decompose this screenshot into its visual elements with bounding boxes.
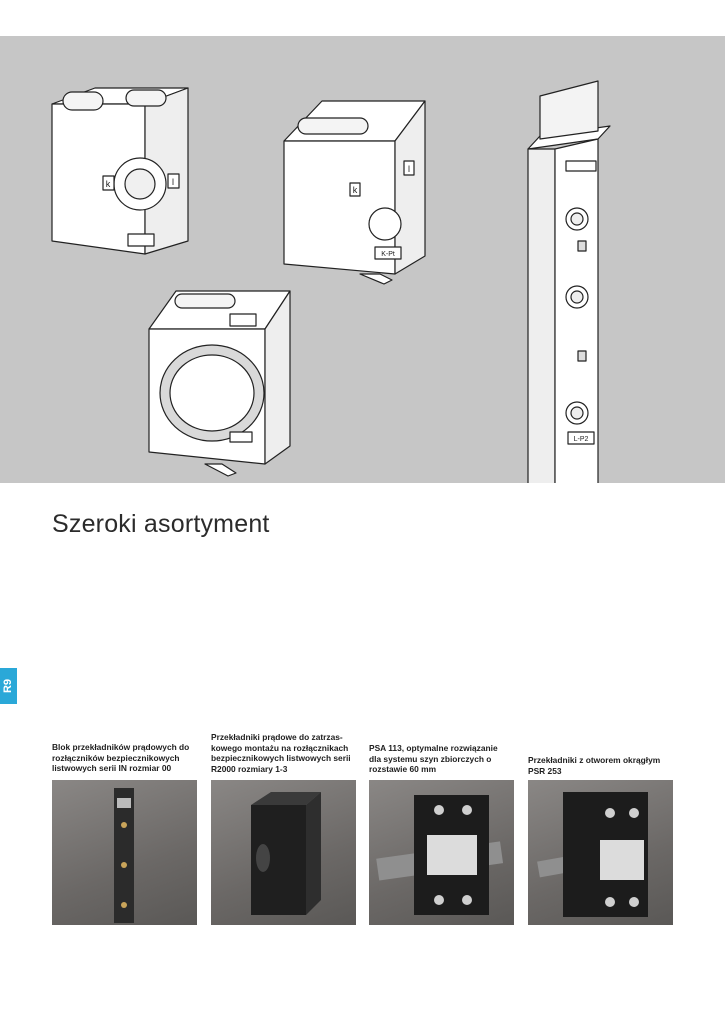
product-photo-2: [211, 780, 356, 925]
terminal-label-l: l: [172, 177, 174, 187]
type-label-lp: L-P2: [573, 436, 589, 443]
transformer-drawings: [0, 36, 725, 483]
terminal-label-k: k: [105, 179, 111, 189]
product-caption-2: Przekładniki prądowe do zatrzas- kowego montażu na rozłącznikach bezpiecznikowych listwowych serii R2000 rozmiary 1-3: [211, 732, 351, 774]
terminal-label-k-2: k: [352, 185, 358, 195]
product-photo-3: [369, 780, 514, 925]
section-tab: [0, 668, 17, 704]
section-tab-label: R9: [2, 678, 15, 694]
product-caption-3: PSA 113, optymalne rozwiązanie dla systemu szyn zbiorczych o rozstawie 60 mm: [369, 743, 498, 774]
product-caption-1: Blok przekładników prądowych do rozłączników bezpiecznikowych listwowych serii IN rozmiar 00: [52, 742, 190, 773]
product-photo-4: [528, 780, 673, 925]
product-caption-4: Przekładniki z otworem okrągłym PSR 253: [528, 755, 661, 776]
product-photo-1: [52, 780, 197, 925]
transformer-drawing-3: [149, 291, 290, 476]
transformer-drawing-1: [52, 88, 188, 254]
terminal-label-l-2: l: [408, 164, 410, 174]
type-label-kl: K-Pt: [381, 251, 395, 258]
product-illustration-panel: [0, 36, 725, 483]
page-title: Szeroki asortyment: [52, 510, 270, 538]
transformer-drawing-4: [528, 81, 610, 483]
